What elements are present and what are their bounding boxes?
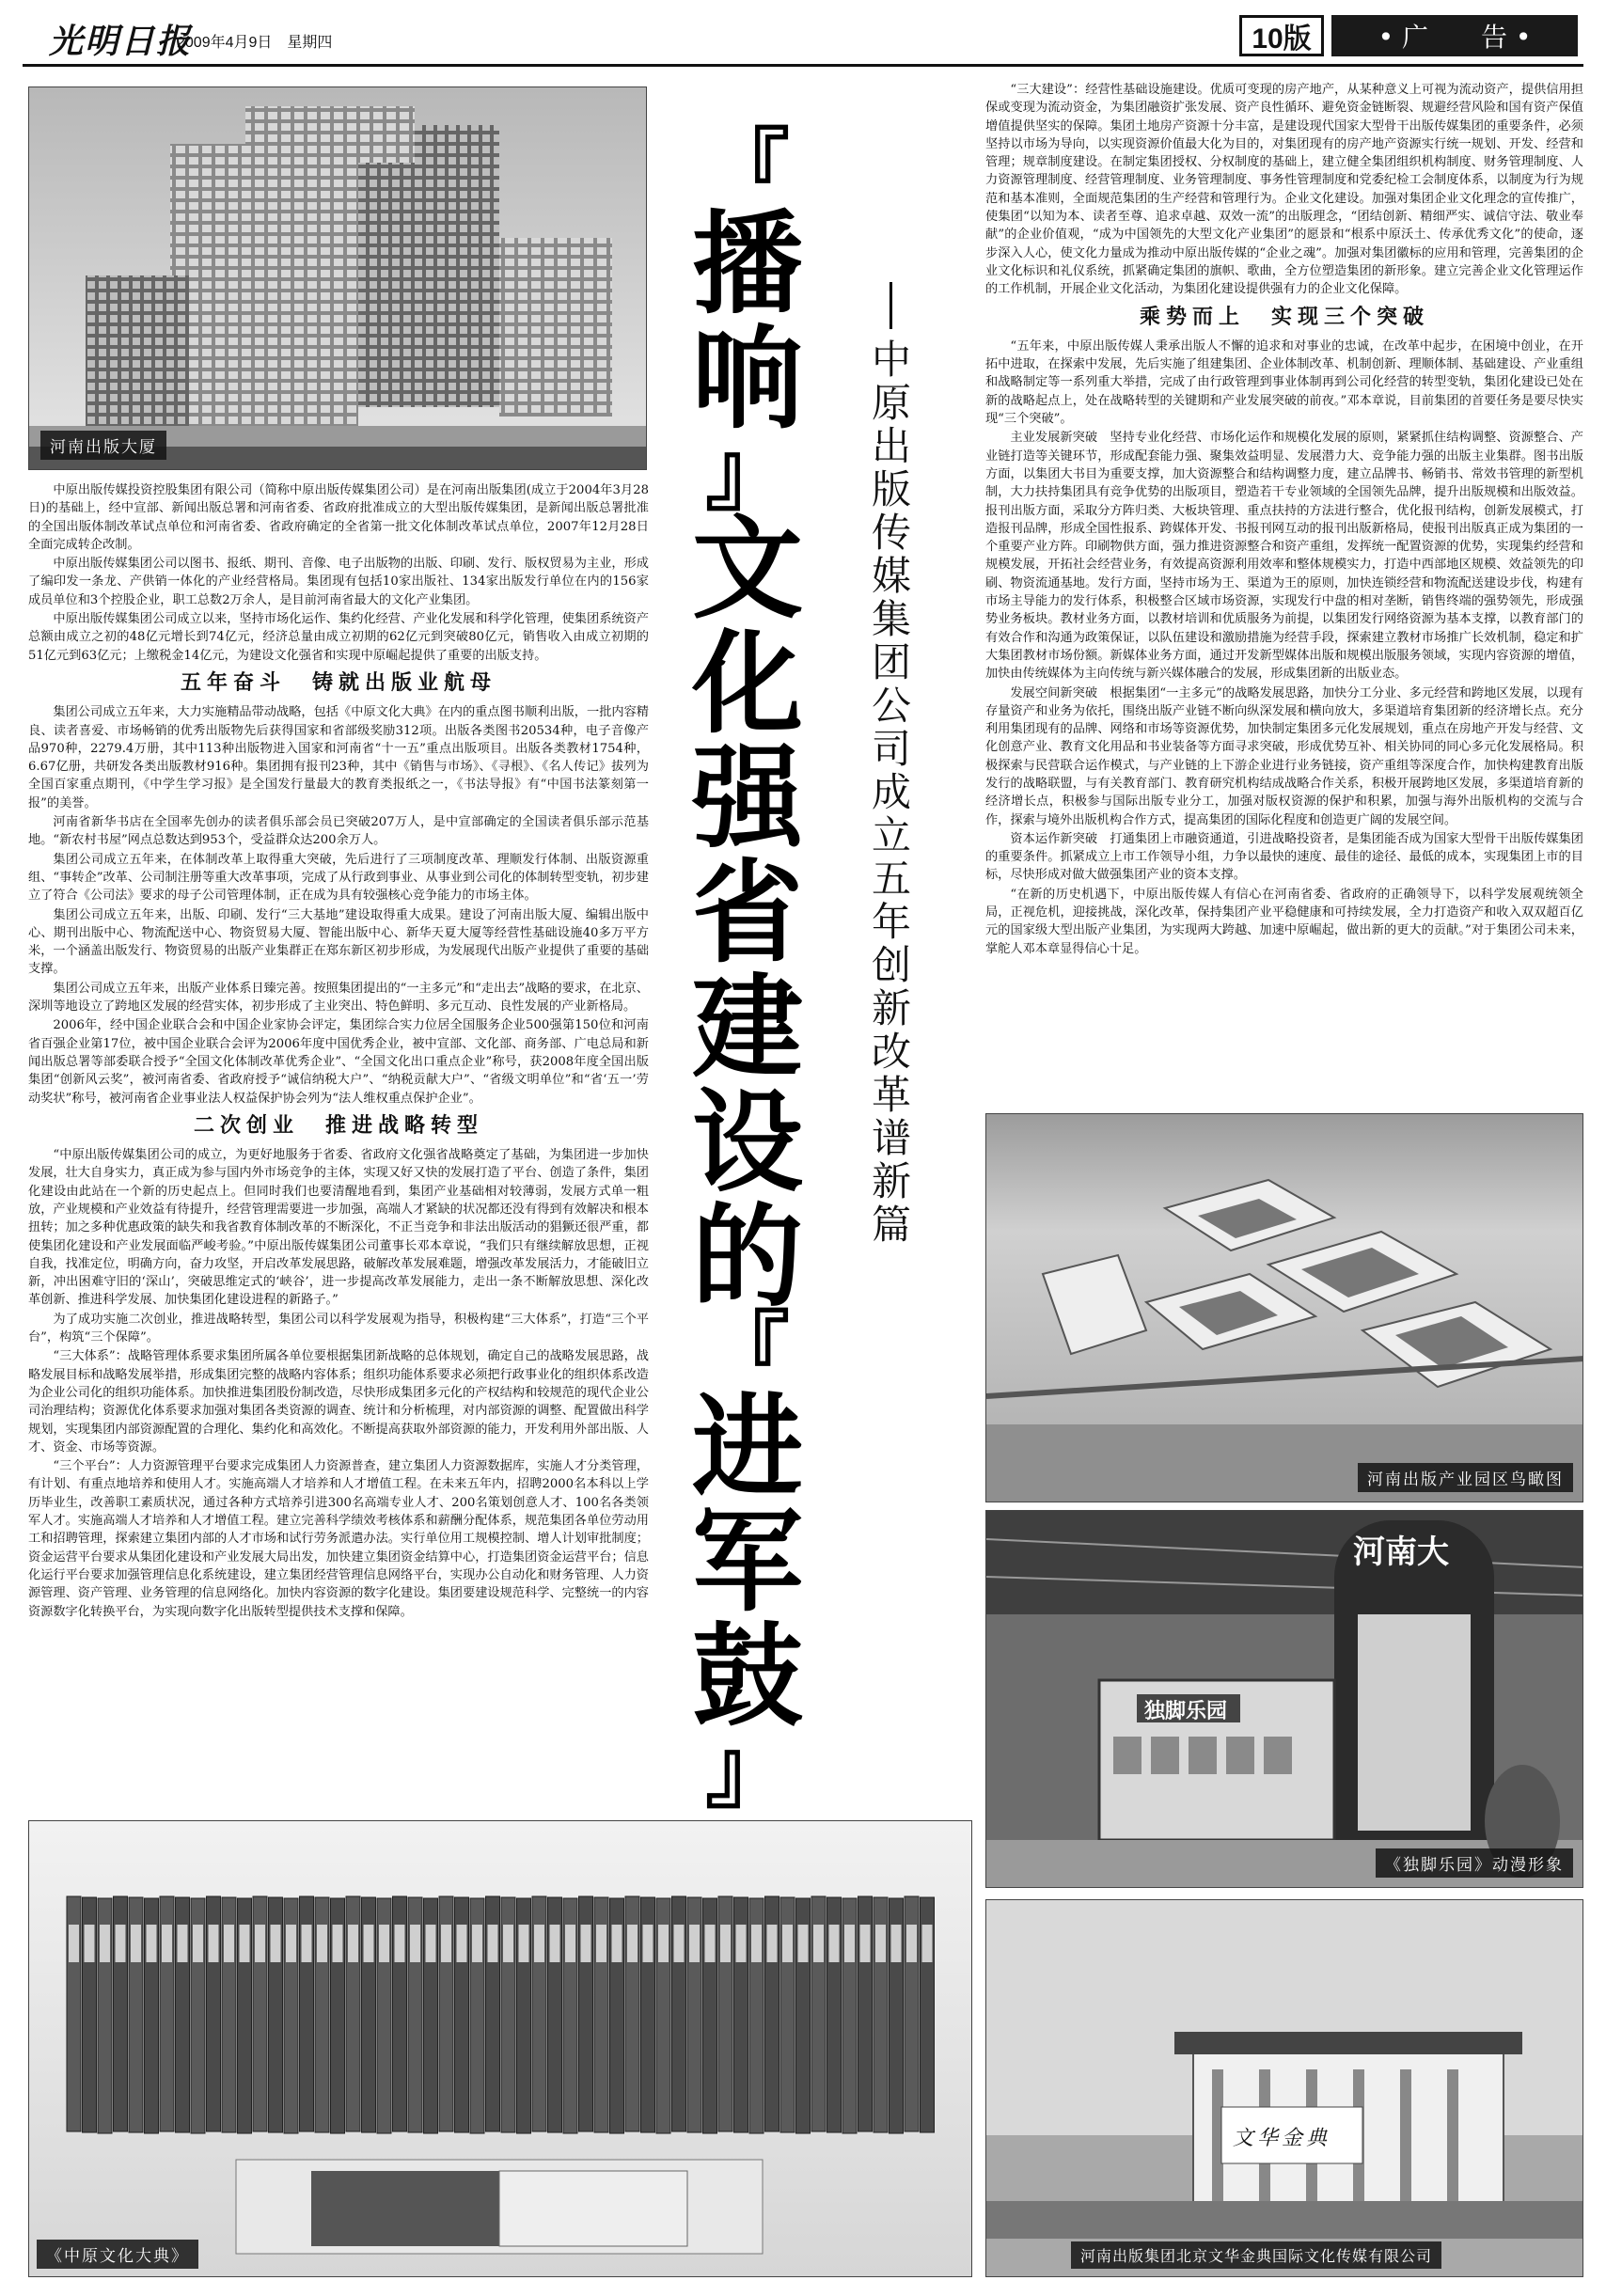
park-aerial-photo — [985, 1113, 1583, 1502]
subhead-char: 公 — [871, 683, 911, 729]
book-spine-label — [720, 1925, 731, 1962]
subhead-char: 版 — [871, 466, 911, 512]
body-paragraph: 集团公司成立五年来，出版产业体系日臻完善。按照集团提出的“一主多元”和“走出去”战略的要求，在北京、深圳等地设立了跨地区发展的经营实体，初步形成了主业突出、特色鲜明、多元互动、良性发展的产业新格局。 — [28, 981, 649, 1014]
book-spine-label — [255, 1925, 265, 1962]
book-spine-label — [534, 1925, 544, 1962]
body-paragraph: “五年来，中原出版传媒人秉承出版人不懈的追求和对事业的忠诚，在改革中起步，在困境中创业，在开拓中进取，在探索中发展，先后实施了组建集团、企业体制改革、机制创新、理顺体制、基础建设、产业重组和战略制定等一系列重大举措，完成了由行政管理到事业体制再到公司化经营的转型变轨，集团化建设已处在新的战略起点上，处在战略转型的关键期和产业发展突破的前夜。”邓本章说，目前集团的首要任务是要尽快实现“三个突破”。 — [985, 338, 1583, 427]
book-spine-label — [209, 1925, 219, 1962]
book-spine-label — [395, 1925, 405, 1962]
beijing-caption: 河南出版集团北京文华金典国际文化传媒有限公司 — [1071, 2241, 1441, 2269]
book-spine-label — [689, 1925, 700, 1962]
body-paragraph: 主业发展新突破 坚持专业化经营、市场化运作和规模化发展的原则，紧紧抓住结构调整、资源整合、产业链打造等关键环节，形成配套能力强、聚集效益明显、发展潜力大、竞争能力强的出版主业集群。图书出版方面，以集团大书目为重要支撑，加大资源整合和结构调整力度，建立品牌书、畅销书、常效书管理的新型机制，大力扶持集团具有竞争优势的出版项目，塑造若干专业领域的全国领先品牌，提升出版规模和出版效益。报刊出版方面，采取分方阵归类、大板块管理、重点扶持的方法进行整合，优化报刊结构，创新发展模式，打造报刊品牌，形成全国性报系、跨媒体开发、书报刊网互动的报刊出版新格局，使报刊出版真正成为集团的一个重要产业方阵。印刷物供方面，强力推进资源整合和资产重组，发挥统一配置资源的优势，实现集约经营和规模发展，开拓社会经营业务，有效提高资源利用效率和整体规模实力，打造中西部地区规模、效益领先的印刷、物资流通基地。发行方面，坚持市场为王、渠道为王的原则，加快连锁经营和物流配送建设步伐，构建有市场主导能力的发行体系，积极整合区域市场资源，实现发行中盘的相对垄断，销售终端的强势领先，形成强势业务板块。教材业务方面，以教材培训和优质服务为前提，以集团发行网络资源为基本支撑，以教育部门的有效合作和沟通为政策保证，以队伍建设和激励措施为经营手段，探索建立教材市场推广长效机制，稳定和扩大集团教材市场份额。新媒体业务方面，通过开发新型媒体出版和规模出版服务领域，实现内容资源的增值，加快由传统媒体为主向传统与新兴媒体融合的发展，形成集团新的出版业态。 — [985, 431, 1583, 682]
subhead-char: 团 — [871, 639, 911, 685]
body-paragraph: “三个平台”：人力资源管理平台要求完成集团人力资源普查，建立集团人力资源数据库，实施人才分类管理，有计划、有重点地培养和使用人才。实施高端人才培养和人才增值工程。在未来五年内，招聘2000名本科以上学历毕业生，改善职工素质状况，通过各种方式培养引进300名高端专业人才、200名策划创意人才、100名各类领军人才。实施高端人才培养和人才增值工程。建立完善科学绩效考核体系和薪酬分配体系，规范集团各单位劳动用工和招聘管理，探索建立集团内部的人才市场和试行劳务派遣办法。实行单位用工规模控制、增人计划审批制度；资金运营平台要求从集团化建设和产业发展大局出发，加快建立集团资金结算中心，打造集团资金运营平台；信息化运行平台要求加强管理信息化系统建设，建立集团经营管理信息网络平台，实现办公自动化和财务管理、人力资源管理、资产管理、业务管理的信息网络化。加快内容资源的数字化建设。集团要建设规范科学、完整统一的内容资源数字化转换平台，为实现向数字化出版转型提供技术支撑和保障。 — [28, 1459, 649, 1619]
intro-paragraph: 中原出版传媒集团公司以图书、报纸、期刊、音像、电子出版物的出版、印刷、发行、版权贸易为主业，形成了编印发一条龙、产供销一体化的产业经营格局。集团现有包括10家出版社、134家出版发行单位在内的156家成员单位和3个控股企业，职工总数2万余人，是目前河南省最大的文化产业集团。 — [28, 557, 649, 607]
book-spine-label — [379, 1925, 389, 1962]
headline-char: 播 — [691, 199, 803, 329]
book-spine-label — [317, 1925, 327, 1962]
book-spine-label — [271, 1925, 281, 1962]
animation-sign-text: 河南大 — [1353, 1533, 1449, 1571]
section-heading: 乘势而上 实现三个突破 — [1139, 304, 1429, 329]
body-paragraph: “在新的历史机遇下，中原出版传媒人有信心在河南省委、省政府的正确领导下，以科学发展观统领全局，正视危机，迎接挑战，深化改革，保持集团产业平稳健康和可持续发展，全力打造资产和收入双双超百亿元的国家级大型出版产业集团，为实现两大跨越、加速中原崛起，做出新的更大的贡献。”对于集团公司未来，掌舵人邓本章显得信心十足。 — [985, 887, 1583, 956]
body-paragraph: 发展空间新突破 根据集团“一主多元”的战略发展思路，加快分工分业、多元经营和跨地区发展，以现有存量资产和业务为依托，围绕出版产业链不断向纵深发展和横向放大，多渠道培育集团新的经济增长点。充分利用集团现有的品牌、网络和市场等资源优势，加快制定集团多元化发展规划，重点在房地产开发与经营、文化创意产业、教育文化用品和书业装备等方面寻求突破，形成优势互补、相关协同的同心多元化发展格局。积极探索与民营联合运作模式，与产业链的上下游企业进行业务链接，资产重组等深度合作，加快构建教育出版发行的战略联盟，与有关教育部门、教育研究机构结成战略合作关系，积极开展跨地区发展，多渠道培育新的经济增长点，积极参与国际出版专业分工，加强对版权资源的保护和积累，加强与海外出版机构的交流与合作，探索与境外出版机构合作方式，提高集团的国际化程度和创造更广阔的发展空间。 — [985, 685, 1583, 827]
subhead-char: 出 — [871, 423, 911, 469]
section-label — [1331, 15, 1578, 56]
section-heading: 二次创业 推进战略转型 — [193, 1112, 483, 1138]
book-spine-label — [612, 1925, 622, 1962]
book-spine-label — [550, 1925, 560, 1962]
headline-char: 设 — [691, 1077, 803, 1207]
book-spine-label — [286, 1925, 296, 1962]
headline-char: 『 — [705, 1302, 790, 1401]
subhead-dash — [890, 282, 892, 329]
animation-caption: 《独脚乐园》动漫形象 — [1376, 1848, 1573, 1878]
book-spine-label — [519, 1925, 529, 1962]
headline-char: 『 — [705, 119, 790, 218]
body-paragraph: 河南省新华书店在全国率先创办的读者俱乐部会员已突破207万人，是中宣部确定的全国读者俱乐部示范基地。“新农村书屋”网点总数达到953个，受益群众达200余万人。 — [28, 815, 649, 848]
book-spine-label — [658, 1925, 669, 1962]
book-spine-label — [131, 1925, 141, 1962]
book-spine-label — [426, 1925, 436, 1962]
subhead-char: 原 — [871, 380, 911, 426]
animation-booth-text: 独脚乐园 — [1144, 1700, 1228, 1723]
subhead-char: 立 — [871, 812, 911, 858]
book-spine-label — [891, 1925, 902, 1962]
book-spine-label — [302, 1925, 312, 1962]
book-spine-label — [782, 1925, 793, 1962]
subhead-char: 革 — [871, 1072, 911, 1118]
book-spine-label — [348, 1925, 358, 1962]
intro-paragraph: 中原出版传媒集团公司成立以来，坚持市场化运作、集约化经营、产业化发展和科学化管理，使集团系统资产总额由成立之初的48亿元增长到74亿元，经济总量由成立初期的62亿元到突破80亿元，销售收入由成立初期的51亿元到63亿元；上缴税金14亿元，为建设文化强省和实现中原崛起提供了重要的出版支持。 — [28, 612, 649, 663]
book-spine-label — [860, 1925, 871, 1962]
books-illustration — [29, 1821, 972, 2277]
book-spine-label — [85, 1925, 95, 1962]
book-spine-label — [100, 1925, 110, 1962]
building-illustration — [29, 87, 647, 470]
book-spine-label — [116, 1925, 126, 1962]
body-paragraph: 为了成功实施二次创业，推进战略转型，集团公司以科学发展观为指导，积极构建“三大体系”，打造“三个平台”，构筑“三个保障”。 — [28, 1312, 649, 1345]
beijing-company-photo — [985, 1899, 1583, 2277]
subhead-char: 司 — [871, 726, 911, 772]
body-paragraph: “三大建设”：经营性基础设施建设。优质可变现的房产地产，从某种意义上可视为流动资产，提供信用担保或变现为流动资金，为集团融资扩张发展、资产良性循环、避免资金链断裂、规避经营风险和国有资产保值增值提供坚实的保障。集团土地房产资源十分丰富，是建设现代国家大型骨干出版传媒集团的重要条件，必须坚持以市场为导向，以实现资源价值最大化为目的，对集团现有的房产地产资源实行统一规划、开发、经营和管理；规章制度建设。在制定集团授权、分权制度的基础上，建立健全集团组织机构制度、财务管理制度、人力资源管理制度、经营管理制度、业务管理制度、事务性管理制度和党委纪检工会制度体系，以制度为行为规范和基本准则，全面规范集团的生产经营和管理行为。企业文化建设。加强对集团企业文化理念的宣传推广，使集团“以知为本、读者至尊、追求卓越、双效一流”的出版理念，“团结创新、精细严实、诚信守法、敬业奉献”的企业价值观，“成为中国领先的大型文化产业集团”的愿景和“根系中原沃土、传承优秀文化”的使命，逐步深入人心，使文化力量成为推动中原出版传媒的“企业之魂”。加强对集团徽标的应用和管理，完善集团的企业文化标识和礼仪系统，抓紧确定集团的旗帜、歌曲，全方位塑造集团的新形象。建立完善企业文化管理运作的工作机制，开展企业文化活动，为集团化建设提供强有力的企业文化保障。 — [985, 83, 1583, 297]
subhead-char: 媒 — [871, 553, 911, 599]
body-paragraph: “中原出版传媒集团公司的成立，为更好地服务于省委、省政府文化强省战略奠定了基础，为集团进一步加快发展，壮大自身实力，真正成为参与国内外市场竞争的主体，实现又好又快的发展打造了平台、创造了条件，集团化建设由此站在一个新的历史起点上。但同时我们也要清醒地看到，集团产业基础相对较薄弱，发展方式单一粗放，产业规模和产业效益有待提升，经营管理需要进一步加强，高端人才紧缺的状况都还没有得到有效解决和根本扭转；加之多种优惠政策的缺失和我省教育体制改革的不断深化，不正当竞争和非法出版活动的猖獗还很严重，都使集团化建设和产业发展面临严峻考验。”中原出版传媒集团公司董事长邓本章说，“我们只有继续解放思想，正视自我，找准定位，明确方向，奋力攻坚，开启改革发展思路，破解改革发展难题，增强改革发展活力，才能破旧立新，冲出困难守旧的‘深山’，突破思维定式的‘峡谷’，进一步提高改革发展能力，走出一条不断解放思想、深化改革创新、推进科学发展、加快集团化建设进程的新路子。” — [28, 1148, 649, 1308]
book-spine-label — [751, 1925, 762, 1962]
book-spine-label — [565, 1925, 575, 1962]
park-illustration — [986, 1114, 1583, 1502]
book-spine-label — [147, 1925, 157, 1962]
book-spine-label — [581, 1925, 591, 1962]
headline-char: 化 — [691, 619, 803, 748]
book-spine-label — [193, 1925, 203, 1962]
book-spine-label — [240, 1925, 250, 1962]
subhead-char: 中 — [871, 337, 911, 383]
subhead-char: 传 — [871, 510, 911, 556]
building-caption: 河南出版大厦 — [40, 431, 166, 460]
beijing-sign-text: 文华金典 — [1233, 2127, 1331, 2150]
book-spine-label — [472, 1925, 482, 1962]
headline-char: 省 — [691, 848, 803, 978]
park-caption: 河南出版产业园区鸟瞰图 — [1358, 1463, 1573, 1492]
book-spine-label — [178, 1925, 188, 1962]
book-spine-label — [162, 1925, 172, 1962]
book-spine-label — [441, 1925, 451, 1962]
issue-date: 2009年4月9日 星期四 — [177, 35, 333, 51]
book-spine-label — [410, 1925, 420, 1962]
subhead-char: 集 — [871, 596, 911, 642]
animation-photo — [985, 1510, 1583, 1888]
book-spine-label — [922, 1925, 933, 1962]
headline-char: 强 — [691, 733, 803, 863]
book-spine-label — [829, 1925, 840, 1962]
sub-headline — [863, 338, 920, 1247]
subhead-char: 改 — [871, 1029, 911, 1075]
body-paragraph: “三大体系”：战略管理体系要求集团所属各单位要根据集团新战略的总体规划，确定自己的战略发展思路，战略发展目标和战略发展举措，形成集团完整的战略内容体系；组织功能体系要求必须把行政事业化的组织体系改造为企业公司化的组织功能体系。加快推进集团股份制改造，尽快形成集团多元化的产权结构和较规范的现代企业公司治理结构；资源优化体系要求加强对集团各类资源的调查、统计和分析梳理，对内部资源的调整、配置做出科学规划，实现集团内部资源配置的合理化、集约化和高效化。不断提高获取外部资源的能力，开发利用外部出版、人才、资金、市场等资源。 — [28, 1349, 649, 1455]
book-spine-label — [643, 1925, 653, 1962]
body-paragraph: 资本运作新突破 打通集团上市融资通道，引进战略投资者，是集团能否成为国家大型骨干出版传媒集团的重要条件。抓紧成立上市工作领导小组，力争以最快的速度、最佳的途径、最低的成本，实现集团上市的目标，尽快形成对做大做强集团产业的资本支撑。 — [985, 831, 1583, 883]
body-paragraph: 2006年，经中国企业联合会和中国企业家协会评定，集团综合实力位居全国服务企业500强第150位和河南省百强企业第17位，被中国企业联合会评为2006年度中国优秀企业，被中宣部、文化部、商务部、广电总局和新闻出版总署等部委联合授予“全国文化体制改革优秀企业”、“全国文化出口重点企业”称号，获2008年度全国出版集团“创新风云奖”，被河南省委、省政府授予“诚信纳税大户”、“纳税贡献大户”、“省级文明单位”和“省‘五一’劳动奖状”称号，被河南省企业事业法人权益保护协会列为“法人维权重点保护企业”。 — [28, 1018, 649, 1106]
headline-char: 军 — [691, 1497, 803, 1627]
headline-char: 文 — [691, 504, 803, 634]
book-spine-label — [333, 1925, 343, 1962]
book-spine-label — [488, 1925, 498, 1962]
book-spine-label — [906, 1925, 917, 1962]
book-spine-label — [69, 1925, 79, 1962]
section-heading: 五年奋斗 铸就出版业航母 — [180, 669, 496, 695]
book-spine-label — [364, 1925, 374, 1962]
body-paragraph: 集团公司成立五年来，出版、印刷、发行“三大基地”建设取得重大成果。建设了河南出版大厦、编辑出版中心、期刊出版中心、物流配送中心、物资贸易大厦、智能出版中心、新华天夏大厦等经营性基础设施40多万平方米，一个涵盖出版发行、物资贸易的出版产业集群正在郑东新区初步形成，为发展现代出版产业提供了重要的基础支撑。 — [28, 907, 649, 977]
headline-char: 响 — [691, 314, 803, 444]
book-spine-label — [705, 1925, 716, 1962]
headline-char: 建 — [691, 963, 803, 1093]
subhead-char: 创 — [871, 942, 911, 988]
subhead-char: 五 — [871, 856, 911, 902]
book-spine-label — [674, 1925, 685, 1962]
subhead-char: 谱 — [871, 1115, 911, 1161]
left-column — [28, 481, 649, 1805]
book-spine-label — [224, 1925, 234, 1962]
book-spine-label — [813, 1925, 824, 1962]
masthead — [0, 0, 1606, 66]
subhead-char: 成 — [871, 769, 911, 815]
book-spine-label — [457, 1925, 467, 1962]
books-caption: 《中原文化大典》 — [37, 2240, 198, 2269]
headline-char: 』 — [705, 424, 790, 523]
headline-char: 进 — [691, 1382, 803, 1512]
headline-char: 鼓 — [691, 1612, 803, 1741]
body-paragraph: 集团公司成立五年来，大力实施精品带动战略，包括《中原文化大典》在内的重点图书顺利出版，一批内容精良、读者喜爱、市场畅销的优秀出版物先后获得国家和省部级奖励312项。出版各类图书20534种，电子音像产品970种，2279.4万册，其中113种出版物进入国家和河南省“十一五”重点出版项目。出版各类教材1754种，6.67亿册，共研发各类出版教材916种。集团拥有报刊23种，其中《销售与市场》、《寻根》、《名人传记》拔列为全国百家重点期刊，《中学生学习报》是全国发行量最大的教育类报纸之一，《书法导报》有“中国书法篆刻第一报”的美誉。 — [28, 705, 649, 810]
book-spine-label — [767, 1925, 778, 1962]
headline-char: 』 — [705, 1722, 790, 1820]
beijing-building-illustration — [986, 1900, 1583, 2277]
section-label-text: • 广 告 • — [1378, 22, 1532, 53]
main-headline — [677, 119, 818, 1820]
building-photo — [28, 86, 647, 470]
book-spine-label — [596, 1925, 606, 1962]
subhead-char: 年 — [871, 899, 911, 945]
masthead-rule — [23, 64, 1583, 67]
book-spine-label — [736, 1925, 747, 1962]
books-photo — [28, 1820, 972, 2277]
book-spine-label — [627, 1925, 638, 1962]
book-spine-label — [844, 1925, 855, 1962]
right-column — [985, 81, 1583, 1096]
body-paragraph: 集团公司成立五年来，在体制改革上取得重大突破，先后进行了三项制度改革、理顺发行体制、出版资源重组、“事转企”改革、公司制注册等重大改革事项，完成了从行政到事业、从事业到公司化的体制转型变轨，初步建立了符合《公司法》要求的母子公司管理体制，正在成为具有较强核心竞争能力的市场主体。 — [28, 852, 649, 904]
page-number: 10版 — [1239, 15, 1324, 56]
book-spine-label — [875, 1925, 886, 1962]
intro-paragraph: 中原出版传媒投资控股集团有限公司（简称中原出版传媒集团公司）是在河南出版集团(成立于2004年3月28日)的基础上，经中宣部、新闻出版总署和河南省委、省政府批准成立的大型出版传媒集团，是新闻出版总署批准的全国出版体制改革试点单位和河南省委、省政府确定的全省第一批文化体制改革试点单位，2007年12月28日全面完成转企改制。 — [28, 483, 649, 552]
book-spine-label — [798, 1925, 809, 1962]
animation-illustration — [986, 1511, 1583, 1888]
subhead-char: 新 — [871, 1158, 911, 1204]
subhead-char: 篇 — [871, 1202, 911, 1248]
headline-char: 的 — [691, 1192, 803, 1322]
newspaper-logo: 光明日报 — [49, 22, 193, 61]
subhead-char: 新 — [871, 985, 911, 1031]
book-spine-label — [503, 1925, 513, 1962]
